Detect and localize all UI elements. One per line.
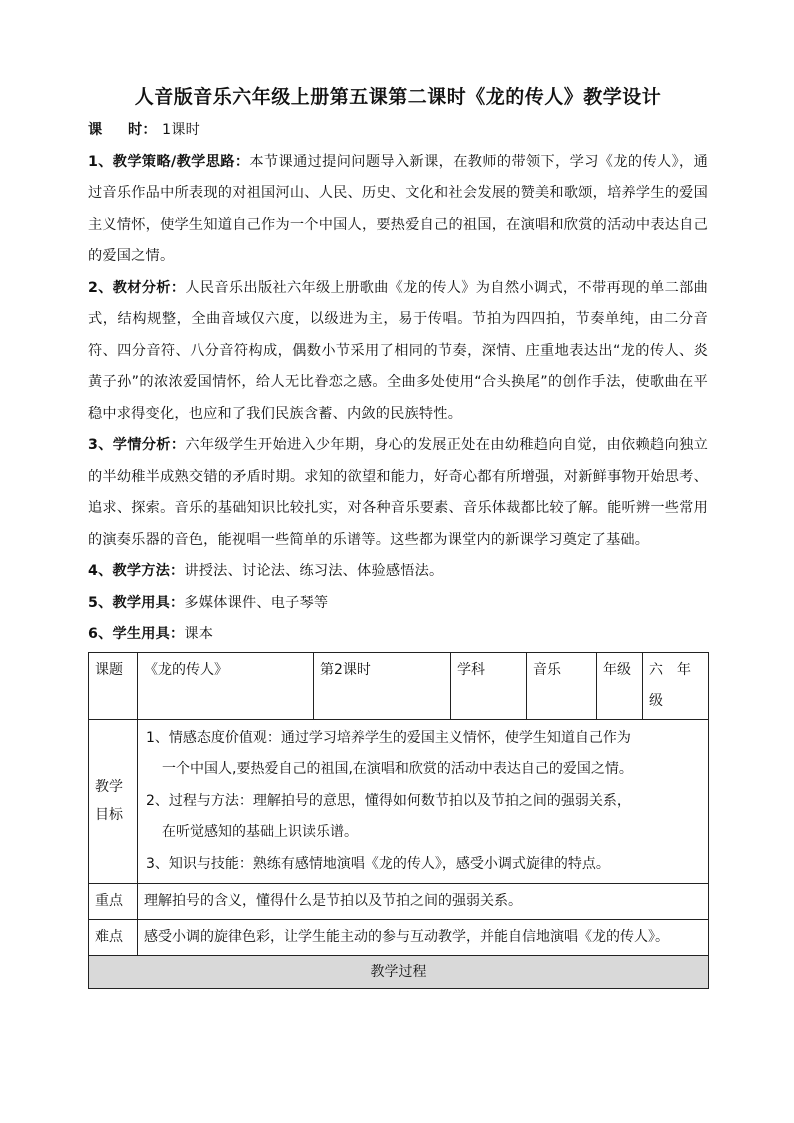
topic-value-cell: 《龙的传人》 [138,652,314,719]
section-text: 多媒体课件、电子琴等 [184,594,329,611]
period-cell: 第2课时 [314,652,451,719]
goal-line: 一个中国人,要热爱自己的祖国,在演唱和欣赏的活动中表达自己的爱国之情。 [162,761,633,777]
section-strategy [88,147,708,273]
key-label-cell: 重点 [89,884,138,920]
lesson-hours [88,115,708,147]
grade-label-cell: 年级 [597,652,643,719]
section-learners [88,430,708,556]
table-row [89,884,709,920]
grade-value-cell: 六 年级 [643,652,709,719]
table-row [89,719,709,884]
section-text: 本节课通过提问问题导入新课，在教师的带领下，学习《龙的传人》，通过音乐作品中所表现的对祖国河山、人民、历史、文化和社会发展的赞美和歌颂，培养学生的爱国主义情怀，使学生知道自己作为一个中国人，要热爱自己的祖国，在演唱和欣赏的活动中表达自己的爱国之情。 [88,153,708,264]
subject-value-cell: 音乐 [527,652,597,719]
goals-cell [138,719,709,884]
table-row [89,652,709,719]
goal-line: 在听觉感知的基础上识读乐谱。 [162,824,358,840]
lesson-table [88,652,709,990]
section-text: 人民音乐出版社六年级上册歌曲《龙的传人》为自然小调式，不带再现的单二部曲式，结构规整，全曲音域仅六度，以级进为主，易于传唱。节拍为四四拍，节奏单纯，由二分音符、四分音符、八分音符构成，偶数小节采用了相同的节奏，深情、庄重地表达出“龙的传人、炎黄子孙”的浓浓爱国情怀，给人无比眷恋之感。全曲多处使用“合头换尾”的创作手法，使歌曲在平稳中求得变化，也应和了我们民族含蓄、内敛的民族特性。 [88,279,708,422]
difficulty-text-cell: 感受小调的旋律色彩，让学生能主动的参与互动教学，并能自信地演唱《龙的传人》。 [138,920,709,956]
lesson-hours-label: 课 时： [88,122,157,138]
difficulty-label-cell: 难点 [89,920,138,956]
subject-label-cell: 学科 [451,652,527,719]
goal-line: 1、情感态度价值观：通过学习培养学生的爱国主义情怀，使学生知道自己作为 [146,729,631,746]
section-label: 5、教学用具： [88,594,185,611]
section-label: 4、教学方法： [88,563,185,579]
process-header-cell: 教学过程 [89,956,709,989]
table-row [89,956,709,989]
section-label: 6、学生用具： [88,626,185,642]
section-methods [88,556,708,588]
section-text: 六年级学生开始进入少年期，身心的发展正处在由幼稚趋向自觉，由依赖趋向独立的半幼稚半成熟交错的矛盾时期。求知的欲望和能力，好奇心都有所增强，对新鲜事物开始思考、追求、探索。音乐的基础知识比较扎实，对各种音乐要素、音乐体裁都比较了解。能听辨一些常用的演奏乐器的音色，能视唱一些简单的乐谱等。这些都为课堂内的新课学习奠定了基础。 [88,437,708,548]
section-material [88,273,708,431]
goal-line: 3、知识与技能：熟练有感情地演唱《龙的传人》，感受小调式旋律的特点。 [146,855,610,872]
goal-line: 2、过程与方法：理解拍号的意思，懂得如何数节拍以及节拍之间的强弱关系， [146,792,631,809]
section-text: 课本 [184,626,214,642]
section-label: 1、教学策略/教学思路： [88,153,250,170]
section-tools [88,588,708,620]
lesson-hours-value: 1课时 [162,122,201,138]
section-label: 3、学情分析： [88,437,186,453]
document-title: 人音版音乐六年级上册第五课第二课时《龙的传人》教学设计 [134,86,662,108]
section-student-tools [88,619,708,651]
section-label: 2、教材分析： [88,279,186,296]
document-page [88,82,708,989]
section-text: 讲授法、讨论法、练习法、体验感悟法。 [184,563,444,579]
table-row [89,920,709,956]
key-text-cell: 理解拍号的含义，懂得什么是节拍以及节拍之间的强弱关系。 [138,884,709,920]
goals-label-cell: 教学目标 [89,719,138,884]
topic-label-cell: 课题 [89,652,138,719]
